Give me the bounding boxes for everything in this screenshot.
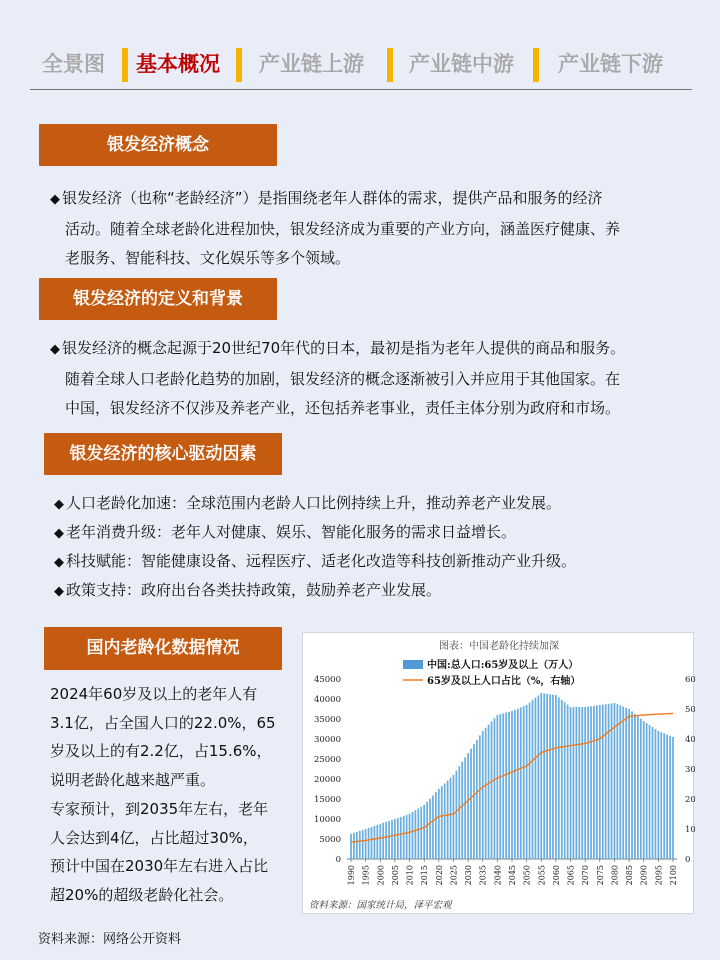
x-tick-label: 2090: [639, 865, 649, 886]
x-tick-label: 2010: [405, 865, 415, 886]
bar-2050: [526, 705, 528, 859]
bar-2044: [508, 712, 510, 859]
y-left-tick-label: 25000: [313, 755, 341, 765]
bar-2030: [467, 753, 469, 859]
y-left-tick-label: 40000: [313, 695, 341, 705]
driver-item: ◆ 老年消费升级：老年人对健康、娱乐、智能化服务的需求日益增长。: [54, 523, 517, 541]
concept-paragraph: ◆ 银发经济（也称“老龄经济”）是指围绕老年人群体的需求，提供产品和服务的经济 活动。随着全球老龄化进程加快，银发经济成为重要的产业方向，涵盖医疗健康、养 老服务、智能科技、文化娱乐等多个领域。: [50, 189, 621, 267]
bar-2070: [584, 707, 586, 859]
bar-2036: [485, 728, 487, 859]
bar-2039: [494, 718, 496, 859]
bar-2056: [543, 693, 545, 859]
bar-1994: [362, 830, 364, 859]
bar-2069: [581, 707, 583, 859]
bar-2043: [505, 713, 507, 859]
x-tick-label: 2060: [551, 865, 561, 886]
bar-2046: [514, 710, 516, 859]
bar-2029: [464, 757, 466, 859]
x-tick-label: 2085: [625, 865, 635, 886]
definition-paragraph: ◆ 银发经济的概念起源于20世纪70年代的日本，最初是指为老年人提供的商品和服务。 随着全球人口老龄化趋势的加剧，银发经济的概念逐渐被引入并应用于其他国家。在 中国，银发经济不仅涉及养老产业，还包括养老事业，责任主体分别为政府和市场。: [50, 339, 626, 417]
chart-source: 资料来源：国家统计局，泽平宏观: [309, 900, 452, 911]
y-right-tick-label: 20: [685, 795, 695, 805]
bar-2055: [540, 693, 542, 859]
y-right-tick-label: 0: [685, 855, 691, 865]
bar-2048: [520, 707, 522, 859]
top-nav: [30, 44, 692, 90]
bar-2042: [502, 713, 504, 859]
x-tick-label: 1995: [361, 865, 371, 886]
bar-2006: [397, 818, 399, 859]
y-right-tick-label: 60: [685, 675, 695, 685]
bar-2026: [456, 771, 458, 859]
bar-1995: [365, 829, 367, 859]
chart-title: 图表：中国老龄化持续加深: [439, 641, 559, 652]
y-left-tick-label: 0: [335, 855, 341, 865]
tab-divider: [236, 48, 242, 82]
bar-2027: [458, 766, 460, 859]
bar-1999: [376, 825, 378, 859]
section-header-drivers: 银发经济的核心驱动因素: [44, 433, 282, 475]
bar-2015: [423, 805, 425, 859]
section-header-domestic: 国内老龄化数据情况: [44, 627, 282, 670]
y-right-tick-label: 40: [685, 735, 695, 745]
bar-2078: [608, 704, 610, 859]
aging-chart-svg: [303, 633, 695, 915]
x-tick-label: 2040: [493, 865, 503, 886]
x-tick-label: 2020: [434, 865, 444, 886]
bar-2072: [590, 706, 592, 859]
bar-2062: [561, 700, 563, 859]
bar-2009: [406, 815, 408, 859]
tab-midstream[interactable]: 产业链中游: [409, 52, 514, 76]
bar-2041: [499, 714, 501, 859]
y-right-tick-label: 10: [685, 825, 695, 835]
y-left-tick-label: 35000: [313, 715, 341, 725]
bar-2011: [412, 812, 414, 859]
bar-2097: [663, 733, 665, 859]
bar-2071: [587, 707, 589, 859]
bar-2014: [420, 807, 422, 859]
bar-2067: [576, 707, 578, 859]
bar-2021: [441, 786, 443, 859]
bar-2017: [429, 799, 431, 859]
bar-2007: [400, 817, 402, 859]
bar-2093: [652, 727, 654, 859]
y-left-tick-label: 5000: [319, 835, 341, 845]
bar-2012: [415, 810, 417, 859]
bar-2083: [622, 707, 624, 859]
bar-2081: [617, 704, 619, 859]
diamond-bullet-icon: ◆: [54, 526, 64, 541]
x-tick-label: 2075: [595, 865, 605, 886]
bar-2016: [426, 802, 428, 859]
bar-1998: [374, 826, 376, 859]
bar-2020: [438, 789, 440, 859]
legend-bar-label: 中国:总人口:65岁及以上（万人）: [427, 660, 579, 671]
bar-2095: [657, 731, 659, 859]
bar-2031: [470, 749, 472, 859]
bar-2100: [672, 737, 674, 859]
bar-2001: [382, 823, 384, 859]
bar-2010: [409, 814, 411, 859]
bar-2037: [488, 725, 490, 859]
bar-2077: [605, 704, 607, 859]
footer-source: 资料来源：网络公开资料: [38, 932, 182, 947]
bar-2075: [599, 705, 601, 859]
bar-2032: [473, 744, 475, 859]
tab-divider: [533, 48, 539, 82]
bar-2047: [517, 709, 519, 859]
bar-2013: [417, 809, 419, 859]
bar-2034: [479, 735, 481, 859]
bar-2088: [637, 716, 639, 859]
tab-downstream[interactable]: 产业链下游: [558, 52, 663, 76]
bar-2033: [476, 740, 478, 859]
y-left-tick-label: 45000: [313, 675, 341, 685]
bar-1997: [371, 827, 373, 859]
x-tick-label: 2070: [581, 865, 591, 886]
x-tick-label: 2035: [478, 865, 488, 886]
bar-2038: [491, 721, 493, 859]
bar-1990: [350, 834, 352, 859]
tab-panorama[interactable]: 全景图: [42, 52, 105, 76]
bar-2003: [388, 821, 390, 859]
diamond-bullet-icon: ◆: [54, 497, 64, 512]
x-tick-label: 2095: [654, 865, 664, 886]
y-left-tick-label: 10000: [313, 815, 341, 825]
x-tick-label: 2025: [449, 865, 459, 886]
bar-2028: [461, 762, 463, 859]
bar-2045: [511, 711, 513, 859]
tab-basic-overview[interactable]: 基本概况: [136, 52, 220, 76]
bar-2068: [578, 707, 580, 859]
y-right-tick-label: 30: [685, 765, 695, 775]
bar-1996: [368, 828, 370, 859]
legend-bar-swatch: [403, 660, 423, 669]
tab-divider: [122, 48, 128, 82]
tab-divider: [387, 48, 393, 82]
bar-2008: [403, 816, 405, 859]
driver-item: ◆ 人口老龄化加速：全球范围内老龄人口比例持续上升，推动养老产业发展。: [54, 494, 562, 512]
bar-2023: [447, 781, 449, 859]
x-tick-label: 2065: [566, 865, 576, 886]
x-tick-label: 2050: [522, 865, 532, 886]
bar-2022: [444, 783, 446, 859]
y-left-tick-label: 30000: [313, 735, 341, 745]
x-tick-label: 2080: [610, 865, 620, 886]
bar-2063: [564, 702, 566, 859]
bar-2057: [546, 694, 548, 859]
diamond-bullet-icon: ◆: [50, 342, 60, 357]
y-right-tick-label: 50: [685, 705, 695, 715]
bar-2004: [391, 820, 393, 859]
bar-2084: [625, 708, 627, 859]
bar-2098: [666, 735, 668, 859]
bar-2000: [379, 824, 381, 859]
x-tick-label: 2000: [376, 865, 386, 886]
legend-line-label: 65岁及以上人口占比（%，右轴）: [427, 676, 581, 687]
x-tick-label: 2100: [669, 865, 678, 886]
bar-2065: [570, 707, 572, 859]
bar-2076: [602, 705, 604, 859]
y-left-tick-label: 15000: [313, 795, 341, 805]
section-header-definition: 银发经济的定义和背景: [39, 278, 277, 320]
x-tick-label: 2045: [508, 865, 517, 886]
section-header-concept: 银发经济概念: [39, 124, 277, 166]
x-tick-label: 2015: [420, 865, 430, 886]
bar-2082: [619, 705, 621, 859]
bar-2086: [631, 711, 633, 859]
y-left-tick-label: 20000: [313, 775, 341, 785]
bar-2089: [640, 719, 642, 859]
bar-2024: [450, 778, 452, 859]
bar-2035: [482, 731, 484, 859]
bar-2005: [394, 819, 396, 859]
bar-1992: [356, 832, 358, 859]
bar-2091: [646, 723, 648, 859]
tab-upstream[interactable]: 产业链上游: [259, 52, 364, 76]
bar-2079: [611, 703, 613, 859]
bar-2059: [552, 695, 554, 859]
x-tick-label: 2030: [464, 865, 474, 886]
x-tick-label: 2005: [390, 865, 400, 886]
bar-2054: [537, 695, 539, 859]
bar-2040: [496, 715, 498, 859]
bar-2002: [385, 822, 387, 859]
bar-2092: [649, 725, 651, 859]
bar-2019: [435, 792, 437, 859]
aging-chart: [302, 632, 694, 914]
bar-1991: [353, 833, 355, 859]
bar-1993: [359, 831, 361, 859]
bar-2052: [532, 700, 534, 859]
bar-2087: [634, 714, 636, 859]
x-tick-label: 2055: [537, 865, 547, 886]
domestic-paragraph: 2024年60岁及以上的老年人有 3.1亿，占全国人口的22.0%，65 岁及以上的有2.2亿，占15.6%， 说明老龄化越来越严重。 专家预计，到2035年左右，老年 人会达到4亿，占比超过30%， 预计中国在2030年左右进入占比 超20%的超级老龄化社会。: [50, 685, 276, 904]
bar-2061: [558, 697, 560, 859]
bar-2051: [529, 703, 531, 859]
bar-2066: [573, 707, 575, 859]
x-tick-label: 1990: [347, 865, 356, 886]
bar-2025: [453, 775, 455, 859]
driver-item: ◆ 科技赋能：智能健康设备、远程医疗、适老化改造等科技创新推动产业升级。: [54, 552, 577, 570]
diamond-bullet-icon: ◆: [54, 584, 64, 599]
bar-2073: [593, 706, 595, 859]
bar-2049: [523, 706, 525, 859]
driver-item: ◆ 政策支持：政府出台各类扶持政策，鼓励养老产业发展。: [54, 581, 442, 599]
bar-2064: [567, 705, 569, 859]
bar-2085: [628, 709, 630, 859]
bar-2058: [549, 694, 551, 859]
bar-2099: [669, 736, 671, 859]
bar-2074: [596, 705, 598, 859]
bar-2096: [660, 732, 662, 859]
bar-2090: [643, 721, 645, 859]
nav-divider-line: [30, 89, 692, 90]
diamond-bullet-icon: ◆: [54, 555, 64, 570]
bar-2060: [555, 695, 557, 859]
bar-2094: [655, 729, 657, 859]
bar-2018: [432, 795, 434, 859]
diamond-bullet-icon: ◆: [50, 192, 60, 207]
bar-2053: [535, 698, 537, 859]
